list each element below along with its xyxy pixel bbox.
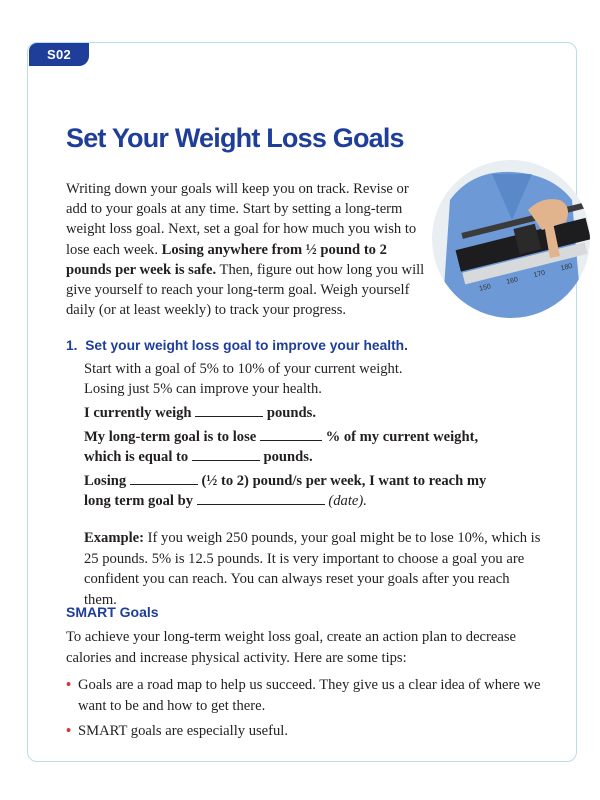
weekly-pounds-blank[interactable]: [130, 472, 198, 485]
weekly-loss-label: Losing: [84, 473, 127, 489]
date-hint: (date).: [328, 493, 367, 509]
intro-paragraph: [66, 179, 426, 320]
example-text: If you weigh 250 pounds, your goal might be to lose 10%, which is 25 pounds. 5% is 12.5 pounds. It is very important to choose a goal you are confident you can reach. You can always reset your goals after you reach them.: [84, 530, 541, 608]
section-1-heading-text: Set your weight loss goal to improve your health.: [85, 338, 408, 353]
target-date-blank[interactable]: [197, 492, 325, 505]
scale-number-160: 160: [505, 276, 519, 286]
current-weight-unit: pounds.: [266, 405, 316, 421]
section-1-line-2: Losing just 5% can improve your health.: [84, 381, 322, 397]
intro-bold-text: Losing anywhere from ½ pound to 2 pounds per week is safe.: [66, 241, 387, 278]
scale-photo-illustration: [432, 160, 590, 318]
goal-percent-blank[interactable]: [260, 428, 322, 441]
equal-pounds-unit: pounds.: [263, 449, 313, 465]
smart-tip-text: SMART goals are especially useful.: [78, 723, 289, 739]
smart-tips-list: [66, 675, 546, 747]
long-term-goal-label: My long-term goal is to lose: [84, 429, 257, 445]
section-1-number: 1.: [66, 338, 78, 353]
section-1-heading: [66, 338, 408, 353]
scale-weighing-photo: [432, 160, 590, 318]
intro-text-2: Then, figure out how long you will give yourself to reach your long-term goal. Weigh yourself daily (or at least weekly) to track your progress.: [66, 261, 425, 319]
smart-goals-intro: To achieve your long-term weight loss goal, create an action plan to decrease calories and increase physical activity. Here are some tips:: [66, 629, 516, 666]
intro-text-1: Writing down your goals will keep you on track. Revise or add to your goals at any time. Start by setting a long-term weight loss goal. Next, set a goal for how much you wish to lose each week.: [66, 181, 417, 258]
goal-percent-suffix: % of my current weight,: [325, 429, 479, 445]
current-weight-line: [84, 403, 544, 423]
page-tab-label: S02: [29, 43, 89, 66]
section-1-line-1: Start with a goal of 5% to 10% of your current weight.: [84, 361, 403, 377]
current-weight-label: I currently weigh: [84, 405, 192, 421]
smart-tip-text: Goals are a road map to help us succeed. They give us a clear idea of where we want to be and how to get there.: [78, 677, 541, 714]
equal-pounds-line: [84, 447, 544, 467]
long-term-goal-line: [84, 427, 544, 447]
example-paragraph: [84, 528, 544, 610]
bullet-marker: •: [66, 723, 72, 739]
example-label: Example:: [84, 530, 144, 546]
smart-tip-item: [66, 721, 546, 742]
section-1-body: [84, 359, 544, 511]
smart-tip-item: [66, 675, 546, 716]
scale-number-170: 170: [532, 269, 546, 280]
target-date-label: long term goal by: [84, 493, 194, 509]
equal-pounds-label: which is equal to: [84, 449, 189, 465]
bullet-marker: •: [66, 677, 72, 693]
smart-goals-heading: SMART Goals: [66, 604, 159, 620]
target-date-line: [84, 491, 544, 511]
goal-pounds-blank[interactable]: [192, 448, 260, 461]
weekly-loss-line: [84, 471, 544, 491]
current-weight-blank[interactable]: [195, 404, 263, 417]
weekly-loss-text: (½ to 2) pound/s per week, I want to reach my: [201, 473, 487, 489]
scale-number-180: 180: [560, 262, 574, 273]
scale-number-150: 150: [478, 283, 492, 293]
page-title: Set Your Weight Loss Goals: [66, 123, 404, 153]
